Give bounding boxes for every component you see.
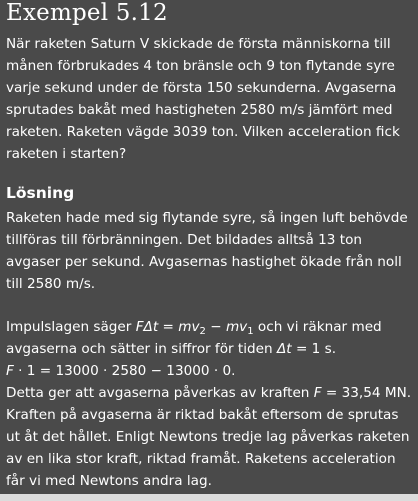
result-after: = 33,54 MN. <box>321 385 412 401</box>
impulse-law-intro: Impulslagen säger <box>6 319 136 335</box>
footer-bar <box>0 494 418 501</box>
time-line <box>6 338 412 360</box>
result-before: Detta ger att avgaserna påverkas av kraften <box>6 385 314 401</box>
example-title: Exempel 5.12 <box>6 0 168 26</box>
problem-text: När raketen Saturn V skickade de första människorna till månen förbrukades 4 ton bränsle och 9 ton flytande syre varje sekund under de första 150 sekunderna. Avgaserna sprutades bakåt med hastigheten 2580 m/s jämfört med raketen. Raketen vägde 3039 ton. Vilken acceleration fick raketen i starten? <box>6 36 400 162</box>
time-variable: Δt <box>276 341 292 357</box>
impulse-formula-sub2: 1 <box>247 326 254 337</box>
impulse-formula-sub1: 2 <box>199 326 206 337</box>
impulse-formula-lhs: FΔt <box>135 319 159 335</box>
impulse-formula-term2: mv <box>225 319 248 335</box>
impulse-formula-equals: = <box>158 319 179 335</box>
time-value: = 1 s. <box>291 341 337 357</box>
impulse-formula-term1: mv <box>178 319 200 335</box>
result-variable: F <box>313 385 322 401</box>
result-line <box>6 382 412 404</box>
impulse-law-line <box>6 316 412 338</box>
calculation-line <box>6 360 412 382</box>
solution-paragraph-1: Raketen hade med sig flytande syre, så ingen luft behövde tillföras till förbränningen. Det bildades alltså 13 ton avgaser per sekund. Avgasernas hastighet ökade från noll till 2580 m/s. <box>6 210 408 292</box>
time-line-text: avgaserna och sätter in siffror för tiden <box>6 341 277 357</box>
impulse-law-after: och vi räknar med <box>253 319 382 335</box>
conclusion-text: Kraften på avgaserna är riktad bakåt eftersom de sprutas ut åt det hållet. Enligt Newtons tredje lag påverkas raketen av en lika stor kraft, riktad framåt. Raketens acceleration får vi med Newtons andra lag. <box>6 407 410 489</box>
calculation-variable: F <box>6 363 14 379</box>
calculation-expression: · 1 = 13000 · 2580 − 13000 · 0. <box>13 363 236 379</box>
solution-heading: Lösning <box>6 184 75 202</box>
solution-paragraph-2 <box>6 316 412 492</box>
impulse-formula-minus: − <box>205 319 226 335</box>
